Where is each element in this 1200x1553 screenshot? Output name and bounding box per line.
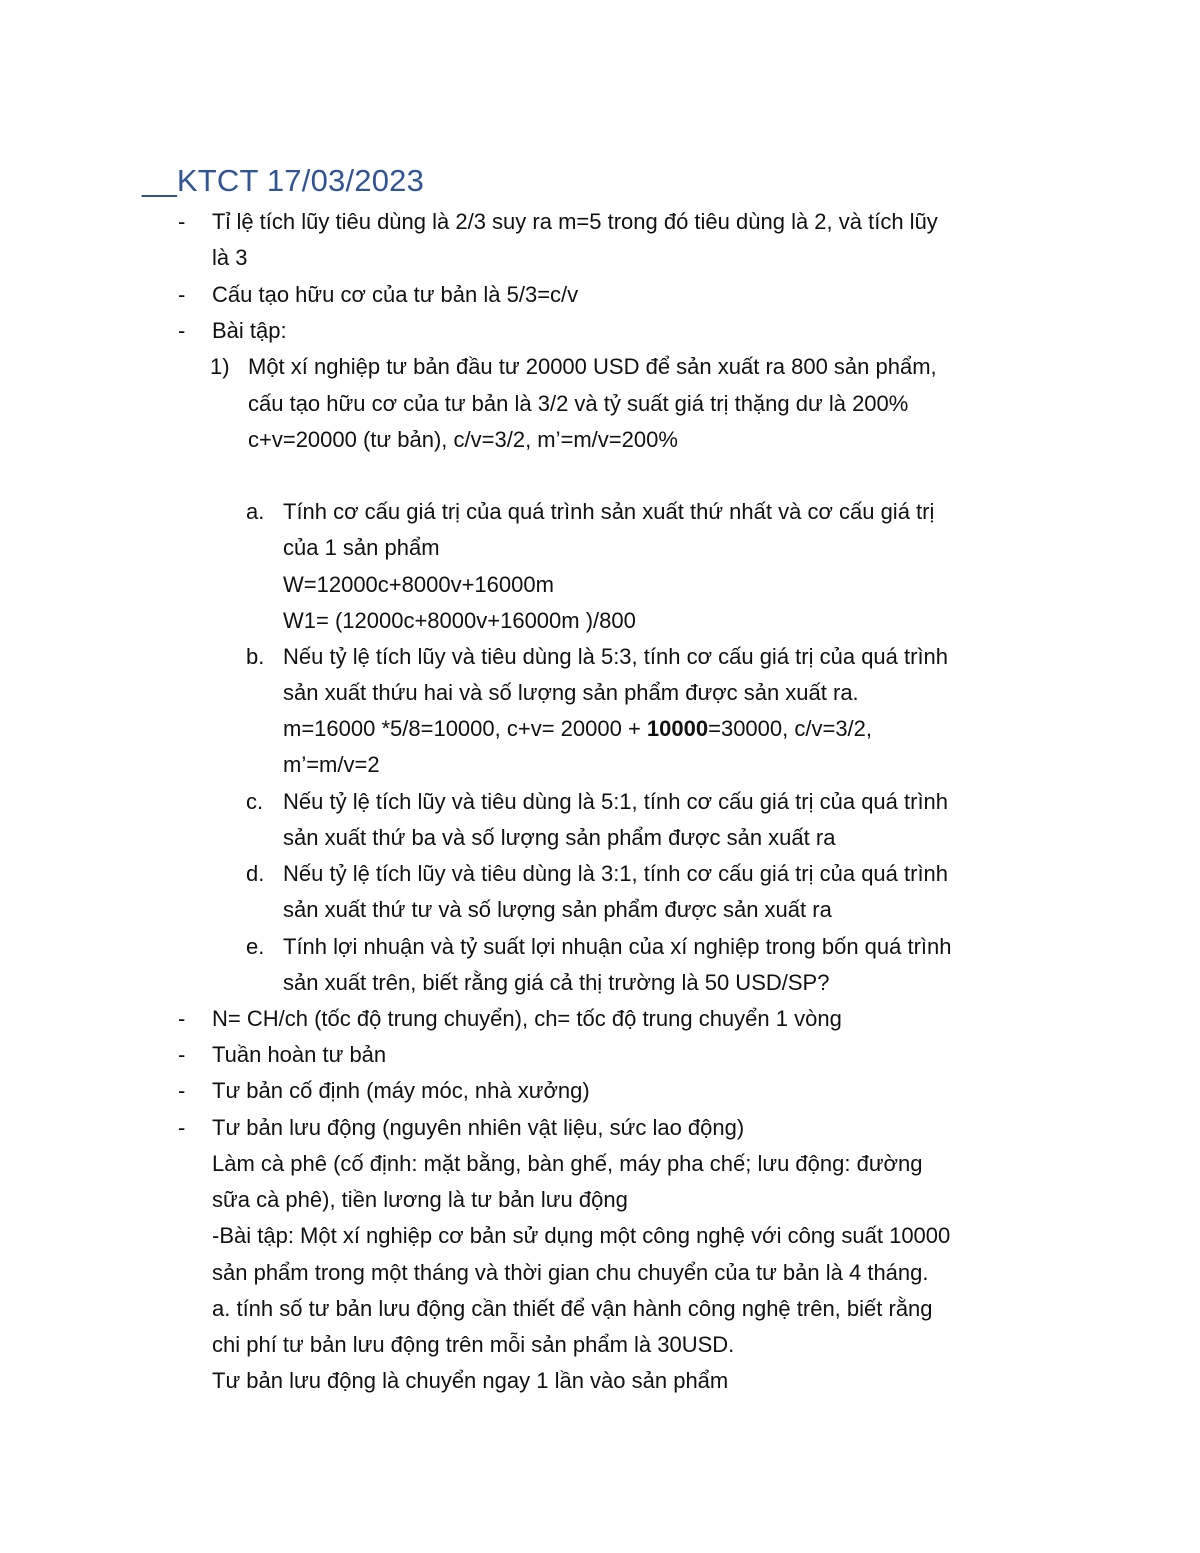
bullet-fixed-capital: Tư bản cố định (máy móc, nhà xưởng) <box>212 1078 590 1103</box>
bullet-dash: - <box>178 318 186 343</box>
bullet-turnover: N= CH/ch (tốc độ trung chuyển), ch= tốc độ trung chuyển 1 vòng <box>212 1006 842 1031</box>
part-b-formula-pre: m=16000 *5/8=10000, c+v= 20000 + <box>283 716 647 741</box>
exercise-1-line-2: cấu tạo hữu cơ của tư bản là 3/2 và tỷ suất giá trị thặng dư là 200% <box>248 391 909 416</box>
bullet-dash: - <box>178 1078 186 1103</box>
exercise-1-line-3: c+v=20000 (tư bản), c/v=3/2, m’=m/v=200% <box>248 427 678 452</box>
bullet-1-line-2: là 3 <box>212 245 248 270</box>
exercise-1-line-1: Một xí nghiệp tư bản đầu tư 20000 USD để sản xuất ra 800 sản phẩm, <box>248 354 937 379</box>
note-line-4: sản phẩm trong một tháng và thời gian chu chuyển của tư bản là 4 tháng. <box>212 1260 929 1285</box>
part-d-line-1: Nếu tỷ lệ tích lũy và tiêu dùng là 3:1, tính cơ cấu giá trị của quá trình <box>283 861 949 886</box>
bullet-3-text: Bài tập: <box>212 318 287 343</box>
bullet-dash: - <box>178 209 186 234</box>
part-b-formula-2: m’=m/v=2 <box>283 752 380 777</box>
part-a-formula-1: W=12000c+8000v+16000m <box>283 572 554 597</box>
part-b-line-1: Nếu tỷ lệ tích lũy và tiêu dùng là 5:3, tính cơ cấu giá trị của quá trình <box>283 644 949 669</box>
document-title: __KTCT 17/03/2023 <box>142 163 425 198</box>
note-line-5: a. tính số tư bản lưu động cần thiết để vận hành công nghệ trên, biết rằng <box>212 1296 933 1321</box>
part-b-label: b. <box>246 644 265 669</box>
exercise-number: 1) <box>210 354 230 379</box>
bullet-dash: - <box>178 282 186 307</box>
part-d-label: d. <box>246 861 265 886</box>
part-b-formula-bold: 10000 <box>646 716 709 741</box>
part-d-line-2: sản xuất thứ tư và số lượng sản phẩm được sản xuất ra <box>283 897 832 922</box>
part-b-formula <box>283 715 872 743</box>
part-e-line-2: sản xuất trên, biết rằng giá cả thị trường là 50 USD/SP? <box>283 970 830 995</box>
part-c-label: c. <box>246 789 264 814</box>
part-c-line-2: sản xuất thứ ba và số lượng sản phẩm được sản xuất ra <box>283 825 836 850</box>
note-line-3: -Bài tập: Một xí nghiệp cơ bản sử dụng một công nghệ với công suất 10000 <box>212 1223 951 1248</box>
part-b-formula-post: =30000, c/v=3/2, <box>708 716 873 741</box>
bullet-circulating-capital: Tư bản lưu động (nguyên nhiên vật liệu, sức lao động) <box>212 1115 745 1140</box>
bullet-dash: - <box>178 1042 186 1067</box>
part-b-line-2: sản xuất thứu hai và số lượng sản phẩm được sản xuất ra. <box>283 680 859 705</box>
part-e-line-1: Tính lợi nhuận và tỷ suất lợi nhuận của xí nghiệp trong bốn quá trình <box>283 934 952 959</box>
bullet-2-text: Cấu tạo hữu cơ của tư bản là 5/3=c/v <box>212 282 579 307</box>
part-a-line-1: Tính cơ cấu giá trị của quá trình sản xuất thứ nhất và cơ cấu giá trị <box>283 499 935 524</box>
note-line-6: chi phí tư bản lưu động trên mỗi sản phẩm là 30USD. <box>212 1332 735 1357</box>
bullet-capital-circulation: Tuần hoàn tư bản <box>212 1042 387 1067</box>
bullet-dash: - <box>178 1006 186 1031</box>
part-a-label: a. <box>246 499 265 524</box>
part-e-label: e. <box>246 934 265 959</box>
part-c-line-1: Nếu tỷ lệ tích lũy và tiêu dùng là 5:1, tính cơ cấu giá trị của quá trình <box>283 789 949 814</box>
part-a-formula-2: W1= (12000c+8000v+16000m )/800 <box>283 608 636 633</box>
note-line-1: Làm cà phê (cố định: mặt bằng, bàn ghế, máy pha chế; lưu động: đường <box>212 1151 923 1176</box>
note-line-7: Tư bản lưu động là chuyển ngay 1 lần vào sản phẩm <box>212 1368 729 1393</box>
note-line-2: sữa cà phê), tiền lương là tư bản lưu động <box>212 1187 628 1212</box>
bullet-1-line-1: Tỉ lệ tích lũy tiêu dùng là 2/3 suy ra m=5 trong đó tiêu dùng là 2, và tích lũy <box>212 209 938 234</box>
part-a-line-2: của 1 sản phẩm <box>283 535 440 560</box>
bullet-dash: - <box>178 1115 186 1140</box>
